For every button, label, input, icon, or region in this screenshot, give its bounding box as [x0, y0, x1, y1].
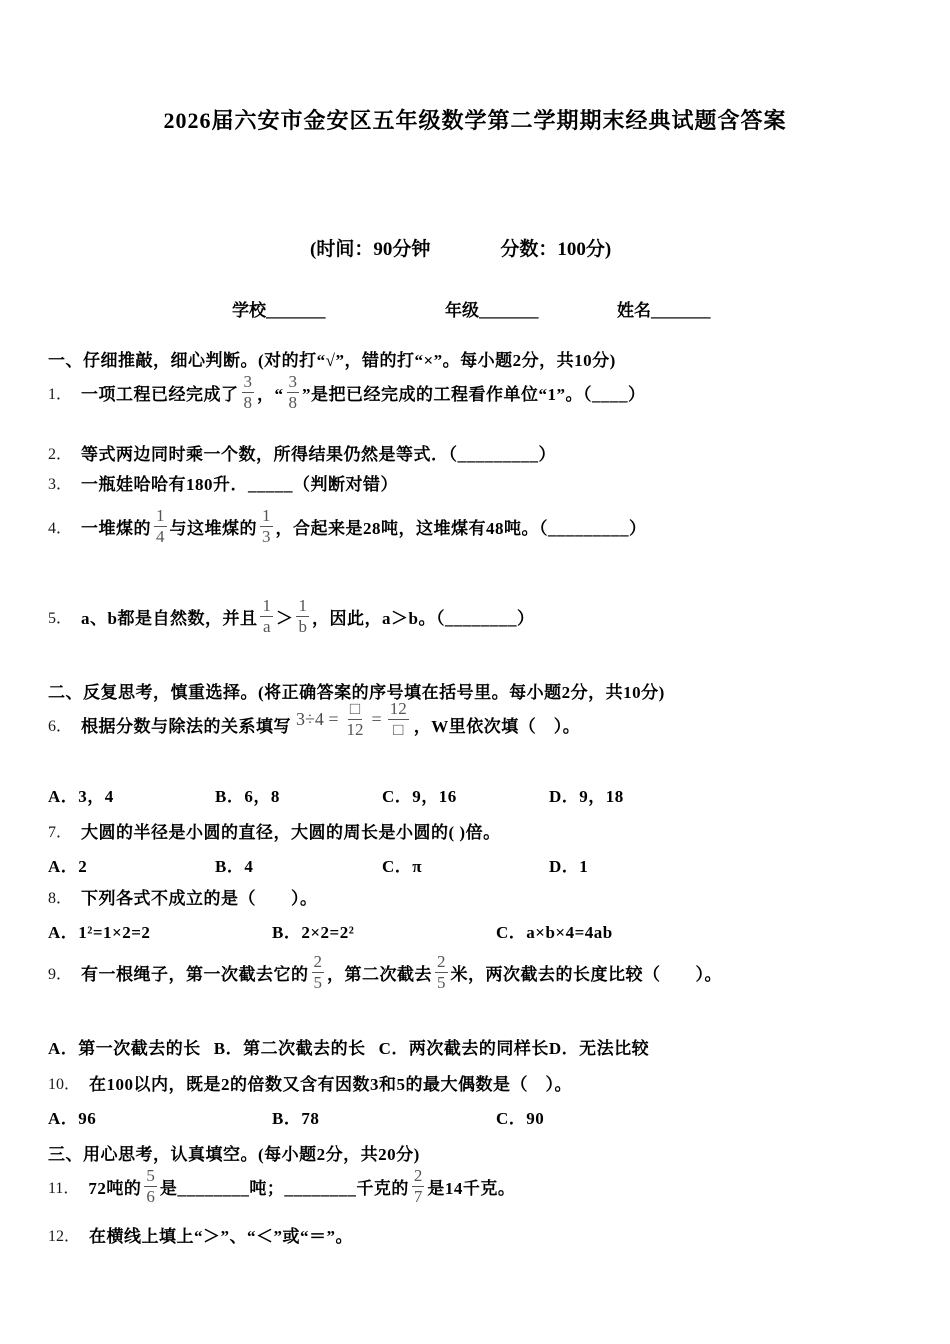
question-9-text: ，第二次截去	[327, 965, 433, 985]
question-11-text: 是14千克。	[427, 1179, 516, 1199]
fraction	[242, 372, 255, 414]
fraction-numerator: 3	[242, 372, 255, 393]
question-4	[48, 506, 647, 548]
question-8-number: 8．	[48, 890, 73, 907]
fraction-denominator: 5	[313, 973, 323, 993]
option-d: D．无法比较	[548, 1039, 650, 1058]
page-title: 2026届六安市金安区五年级数学第二学期期末经典试题含答案	[163, 108, 787, 133]
question-12-text: 在横线上填上“＞”、“＜”或“＝”。	[89, 1227, 354, 1246]
option-a: A．1²=1×2=2	[48, 923, 151, 942]
question-8-options	[48, 918, 613, 943]
question-12-number: 12．	[48, 1228, 81, 1245]
question-10-number: 10．	[48, 1076, 81, 1093]
question-9	[48, 952, 722, 994]
fraction-numerator: 1	[260, 596, 273, 617]
question-7-options	[48, 852, 588, 877]
question-4-text: 一堆煤的	[81, 519, 152, 539]
question-5	[48, 596, 534, 638]
equation-text: 3÷4 =	[296, 709, 339, 730]
option-b: B．2×2=2²	[272, 923, 355, 942]
option-c: C．π	[382, 857, 423, 876]
section-3-header: 三、用心思考，认真填空。(每小题2分，共20分)	[48, 1145, 420, 1164]
question-8-text: 下列各式不成立的是（ ）。	[81, 889, 318, 908]
fraction-denominator: 3	[262, 527, 271, 547]
option-a: A．第一次截去的长	[48, 1039, 201, 1058]
fraction-denominator: 6	[146, 1187, 155, 1207]
name-field: 姓名_______	[617, 301, 711, 320]
fraction-denominator: □	[393, 720, 404, 740]
question-1-number: 1．	[48, 386, 73, 404]
question-4-text: ，合起来是28吨，这堆煤有48吨。（_________）	[275, 519, 647, 539]
question-9-text: 米，两次截去的长度比较（ ）。	[450, 965, 723, 985]
school-field: 学校_______	[232, 301, 326, 320]
question-6-text: ，W里依次填（ ）。	[413, 717, 581, 737]
question-1-text: 一项工程已经完成了	[81, 385, 239, 405]
question-7	[48, 818, 501, 843]
option-c: C．两次截去的同样长	[378, 1039, 549, 1058]
fraction-numerator: 12	[388, 699, 409, 720]
option-c: C．a×b×4=4ab	[496, 923, 613, 942]
question-10	[48, 1070, 572, 1095]
option-b: B．6，8	[215, 787, 280, 806]
grade-field: 年级_______	[445, 301, 539, 320]
exam-time-label: (时间：90分钟	[310, 239, 431, 260]
fraction-denominator: 12	[346, 720, 364, 740]
option-d: D．9，18	[549, 787, 624, 806]
question-12	[48, 1222, 353, 1247]
option-a: A．3，4	[48, 787, 114, 806]
question-5-text: a、b都是自然数，并且	[81, 609, 258, 629]
fraction-denominator: 8	[288, 393, 298, 413]
equation	[293, 699, 412, 741]
question-5-text: ＞	[275, 609, 294, 629]
fraction-denominator: 4	[156, 527, 165, 547]
question-3-text: 一瓶娃哈哈有180升．_____（判断对错）	[81, 475, 399, 494]
exam-score-label: 分数：100分)	[500, 239, 612, 260]
question-2-number: 2．	[48, 446, 73, 463]
fraction	[260, 506, 273, 548]
fraction	[412, 1166, 425, 1208]
question-9-text: 有一根绳子，第一次截去它的	[81, 965, 309, 985]
option-a: A．2	[48, 857, 88, 876]
fraction-denominator: a	[262, 617, 271, 637]
option-a: A．96	[48, 1109, 97, 1128]
question-4-text: 与这堆煤的	[169, 519, 258, 539]
question-2	[48, 440, 556, 465]
option-c: C．90	[496, 1109, 545, 1128]
question-10-text: 在100以内，既是2的倍数又含有因数3和5的最大偶数是（ ）。	[89, 1075, 573, 1094]
question-6-number: 6．	[48, 718, 73, 736]
fraction-denominator: 8	[243, 393, 253, 413]
question-8	[48, 884, 318, 909]
option-b: B．第二次截去的长	[213, 1039, 366, 1058]
question-3-number: 3．	[48, 476, 73, 493]
equation-text: =	[371, 709, 382, 730]
fraction-numerator: 1	[296, 596, 309, 617]
question-11-text: 是________吨；________千克的	[159, 1179, 409, 1199]
fraction	[144, 1166, 157, 1208]
fraction-denominator: 5	[437, 973, 446, 993]
fraction-numerator: 3	[287, 372, 300, 393]
section-2-header: 二、反复思考，慎重选择。(将正确答案的序号填在括号里。每小题2分，共10分)	[48, 683, 665, 702]
question-10-options	[48, 1104, 544, 1129]
question-7-number: 7．	[48, 824, 73, 841]
question-1	[48, 372, 646, 414]
question-5-number: 5．	[48, 610, 73, 628]
section-1-header: 一、仔细推敲，细心判断。(对的打“√”，错的打“×”。每小题2分，共10分)	[48, 351, 616, 370]
exam-info-line	[310, 234, 611, 261]
fraction	[287, 372, 300, 414]
fraction-numerator: 2	[312, 952, 325, 973]
student-info-line	[232, 296, 711, 321]
question-3	[48, 470, 398, 495]
question-9-number: 9．	[48, 966, 73, 984]
question-6-options	[48, 782, 624, 807]
question-11-number: 11．	[48, 1180, 80, 1198]
question-6	[48, 699, 581, 746]
option-b: B．78	[272, 1109, 320, 1128]
fraction-numerator: 2	[412, 1166, 425, 1187]
option-d: D．1	[549, 857, 589, 876]
question-2-text: 等式两边同时乘一个数，所得结果仍然是等式．（_________）	[81, 445, 557, 464]
fraction	[260, 596, 273, 638]
fraction	[154, 506, 167, 548]
question-5-text: ，因此，a＞b。（________）	[311, 609, 535, 629]
fraction	[388, 699, 409, 741]
fraction	[312, 952, 325, 994]
fraction-numerator: 1	[154, 506, 167, 527]
question-1-text: ，“	[257, 385, 284, 405]
fraction-denominator: 7	[413, 1187, 423, 1207]
fraction-numerator: 2	[435, 952, 448, 973]
question-9-options	[48, 1034, 649, 1059]
question-6-text: 根据分数与除法的关系填写	[81, 717, 292, 737]
question-11-text: 72吨的	[88, 1179, 142, 1199]
fraction-numerator: 1	[260, 506, 273, 527]
question-1-text: ”是把已经完成的工程看作单位“1”。（____）	[302, 385, 646, 405]
fraction	[435, 952, 448, 994]
fraction-numerator: 5	[144, 1166, 157, 1187]
fraction-denominator: b	[298, 617, 307, 637]
question-7-text: 大圆的半径是小圆的直径，大圆的周长是小圆的( )倍。	[81, 823, 501, 842]
question-11	[48, 1166, 515, 1208]
fraction-numerator: □	[348, 699, 362, 720]
option-b: B．4	[215, 857, 254, 876]
question-4-number: 4．	[48, 520, 73, 538]
fraction	[345, 699, 366, 741]
fraction	[296, 596, 309, 638]
option-c: C．9，16	[382, 787, 457, 806]
